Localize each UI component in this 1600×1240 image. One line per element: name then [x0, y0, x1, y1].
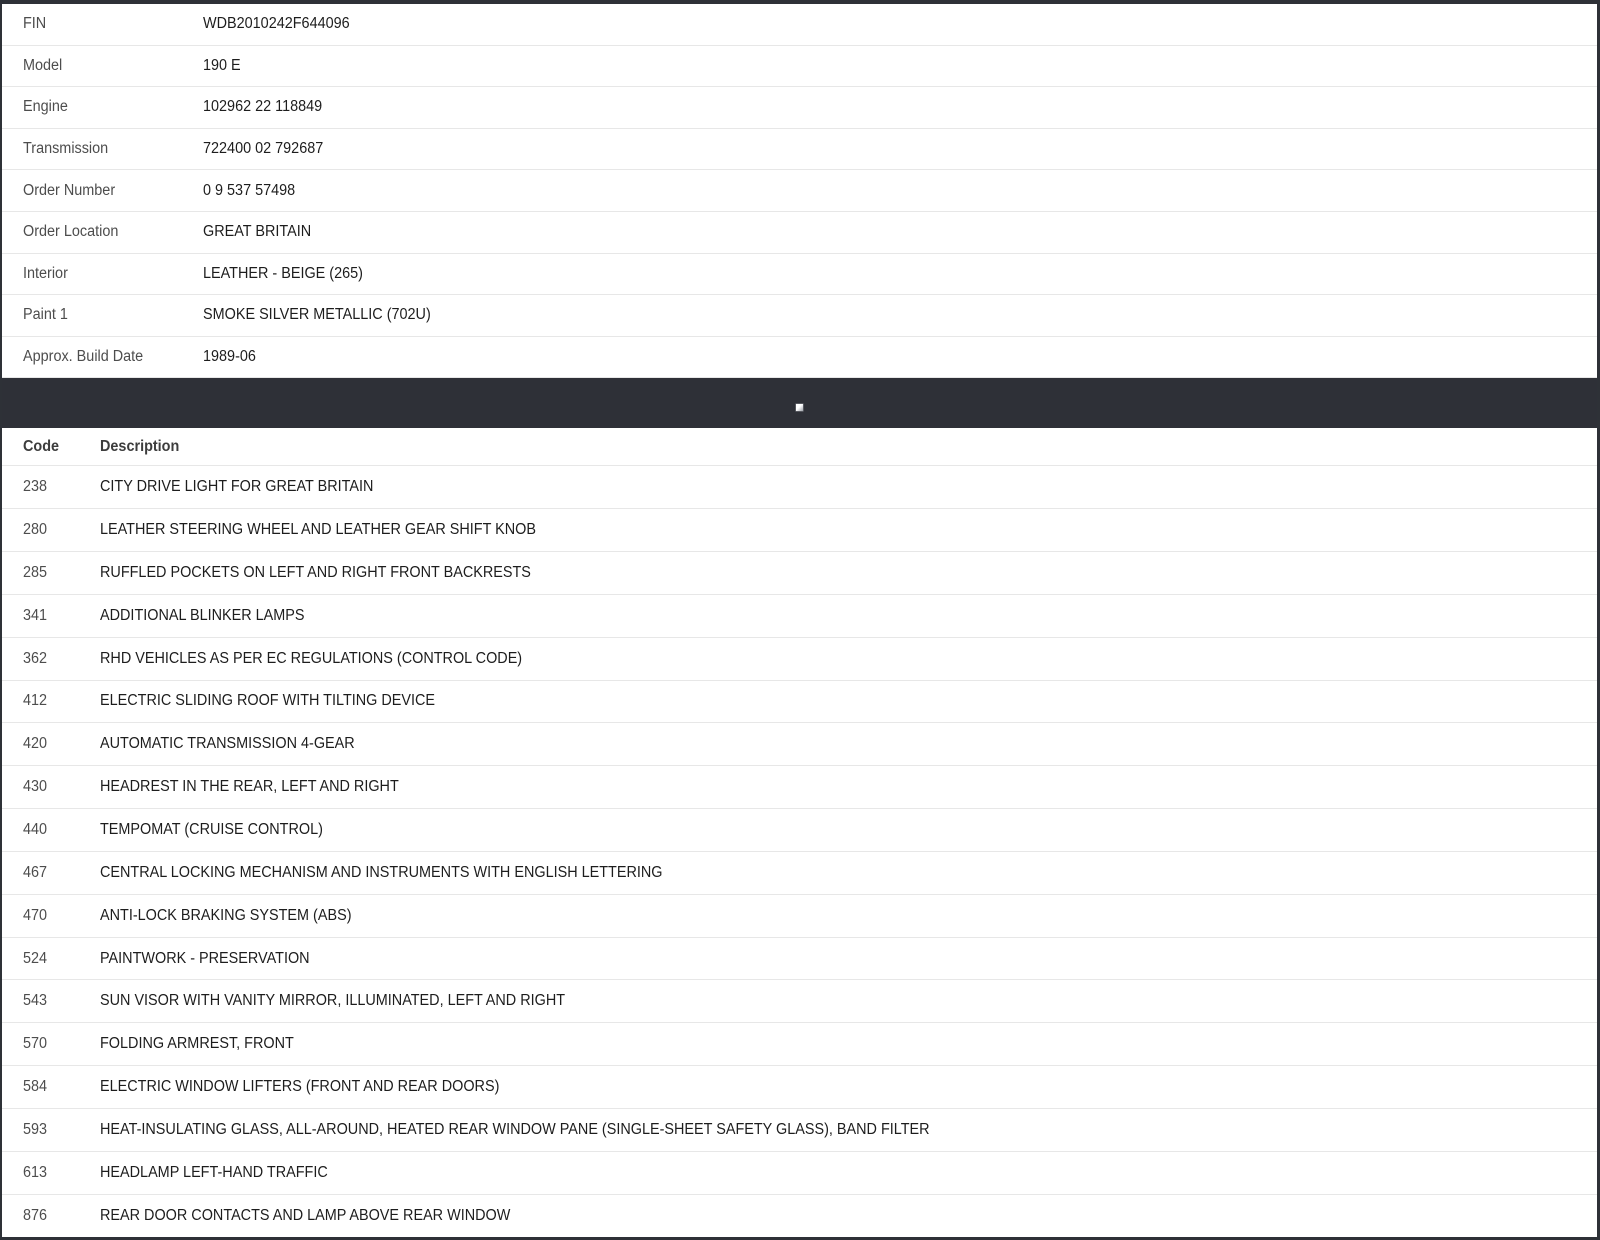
equipment-code [2, 1078, 100, 1096]
spec-value-text: 1989-06 [203, 348, 256, 366]
equipment-description [100, 992, 1597, 1010]
equipment-description [100, 1121, 1597, 1139]
equipment-row [2, 681, 1597, 724]
equipment-row [2, 980, 1597, 1023]
spec-label [2, 223, 203, 241]
equipment-row [2, 466, 1597, 509]
equipment-description-text: AUTOMATIC TRANSMISSION 4-GEAR [100, 735, 355, 753]
spec-value [203, 348, 260, 366]
spec-value-text: SMOKE SILVER METALLIC (702U) [203, 306, 431, 324]
equipment-code [2, 692, 100, 710]
spec-label-text: Interior [23, 264, 68, 282]
spec-value-text: 0 9 537 57498 [203, 181, 296, 199]
equipment-row [2, 595, 1597, 638]
spec-label [2, 265, 203, 283]
equipment-code [2, 650, 100, 668]
equipment-description-text: LEATHER STEERING WHEEL AND LEATHER GEAR SHIFT KNOB [100, 521, 537, 539]
spec-row [2, 4, 1597, 46]
equipment-code [2, 478, 100, 496]
equipment-description [100, 1078, 1597, 1096]
equipment-code-text: 543 [23, 992, 48, 1010]
equipment-description [100, 821, 1597, 839]
equipment-code-text: 467 [23, 863, 48, 881]
equipment-code-text: 613 [23, 1163, 48, 1181]
spec-row [2, 254, 1597, 296]
equipment-row [2, 509, 1597, 552]
equipment-description [100, 521, 1597, 539]
equipment-code-text: 593 [23, 1120, 48, 1138]
equipment-code-text: 430 [23, 778, 48, 796]
equipment-code-text: 285 [23, 563, 48, 581]
equipment-description [100, 650, 1597, 668]
equipment-code-text: 341 [23, 606, 48, 624]
spec-value-text: 722400 02 792687 [203, 140, 324, 158]
spec-value [203, 265, 375, 283]
equipment-code [2, 607, 100, 625]
equipment-description-text: RHD VEHICLES AS PER EC REGULATIONS (CONTROL CODE) [100, 649, 523, 667]
equipment-description [100, 692, 1597, 710]
equipment-row [2, 552, 1597, 595]
equipment-description-text: ADDITIONAL BLINKER LAMPS [100, 606, 305, 624]
equipment-description [100, 1035, 1597, 1053]
equipment-code-text: 362 [23, 649, 48, 667]
spec-label [2, 182, 203, 200]
spec-label [2, 15, 203, 33]
equipment-code [2, 778, 100, 796]
equipment-description-text: PAINTWORK - PRESERVATION [100, 949, 310, 967]
vehicle-info-table [2, 4, 1597, 378]
equipment-description-text: ELECTRIC WINDOW LIFTERS (FRONT AND REAR DOORS) [100, 1078, 500, 1096]
equipment-row [2, 809, 1597, 852]
equipment-description [100, 478, 1597, 496]
spec-row [2, 129, 1597, 171]
spec-value [203, 140, 332, 158]
spec-row [2, 295, 1597, 337]
equipment-code [2, 907, 100, 925]
spec-label [2, 348, 203, 366]
spec-label-text: Transmission [23, 140, 109, 158]
description-column-header [100, 438, 1597, 456]
equipment-description [100, 735, 1597, 753]
spec-label-text: Order Number [23, 181, 116, 199]
equipment-table-header [2, 428, 1597, 466]
equipment-description-text: HEADREST IN THE REAR, LEFT AND RIGHT [100, 778, 399, 796]
equipment-code-text: 440 [23, 821, 48, 839]
equipment-table [2, 428, 1597, 1237]
equipment-code-text: 584 [23, 1078, 48, 1096]
equipment-code [2, 1035, 100, 1053]
equipment-row [2, 1109, 1597, 1152]
equipment-description [100, 950, 1597, 968]
equipment-code [2, 864, 100, 882]
equipment-rows [2, 466, 1597, 1237]
equipment-row [2, 1195, 1597, 1238]
equipment-description-text: ANTI-LOCK BRAKING SYSTEM (ABS) [100, 906, 352, 924]
equipment-description [100, 907, 1597, 925]
spec-row [2, 87, 1597, 129]
equipment-code-text: 420 [23, 735, 48, 753]
equipment-code [2, 521, 100, 539]
equipment-description [100, 1207, 1597, 1225]
equipment-row [2, 1152, 1597, 1195]
description-column-header-text: Description [100, 437, 180, 455]
equipment-row [2, 938, 1597, 981]
spec-label-text: Engine [23, 98, 68, 116]
equipment-description-text: HEAT-INSULATING GLASS, ALL-AROUND, HEATED REAR WINDOW PANE (SINGLE-SHEET SAFETY GLASS), BAND FILTER [100, 1120, 930, 1138]
equipment-description-text: FOLDING ARMREST, FRONT [100, 1035, 294, 1053]
equipment-code [2, 564, 100, 582]
spec-label-text: Approx. Build Date [23, 348, 144, 366]
equipment-code-text: 876 [23, 1206, 48, 1224]
spec-value [203, 57, 244, 75]
equipment-description [100, 607, 1597, 625]
spec-value-text: LEATHER - BEIGE (265) [203, 264, 363, 282]
image-placeholder-icon [796, 404, 803, 411]
code-column-header-text: Code [23, 437, 60, 455]
equipment-description [100, 1164, 1597, 1182]
equipment-code [2, 1164, 100, 1182]
spec-value [203, 98, 331, 116]
spec-value [203, 182, 302, 200]
spec-label-text: Model [23, 56, 63, 74]
equipment-description-text: ELECTRIC SLIDING ROOF WITH TILTING DEVICE [100, 692, 436, 710]
equipment-description [100, 564, 1597, 582]
equipment-code [2, 1207, 100, 1225]
equipment-code-text: 570 [23, 1035, 48, 1053]
spec-row [2, 46, 1597, 88]
spec-value [203, 15, 361, 33]
equipment-code-text: 412 [23, 692, 48, 710]
spec-label [2, 57, 203, 75]
equipment-description-text: CITY DRIVE LIGHT FOR GREAT BRITAIN [100, 478, 374, 496]
spec-label [2, 306, 203, 324]
equipment-row [2, 1066, 1597, 1109]
equipment-row [2, 638, 1597, 681]
equipment-code [2, 1121, 100, 1139]
equipment-row [2, 723, 1597, 766]
equipment-row [2, 895, 1597, 938]
equipment-code [2, 735, 100, 753]
equipment-description-text: RUFFLED POCKETS ON LEFT AND RIGHT FRONT BACKRESTS [100, 563, 531, 581]
equipment-code [2, 992, 100, 1010]
spec-label [2, 98, 203, 116]
spec-row [2, 170, 1597, 212]
spec-value [203, 223, 319, 241]
equipment-description [100, 778, 1597, 796]
spec-value-text: 190 E [203, 56, 241, 74]
spec-value-text: WDB2010242F644096 [203, 15, 350, 33]
spec-label [2, 140, 203, 158]
equipment-code [2, 821, 100, 839]
equipment-row [2, 852, 1597, 895]
equipment-description-text: CENTRAL LOCKING MECHANISM AND INSTRUMENTS WITH ENGLISH LETTERING [100, 863, 663, 881]
equipment-code [2, 950, 100, 968]
spec-label-text: Paint 1 [23, 306, 68, 324]
equipment-code-text: 470 [23, 906, 48, 924]
spec-value-text: GREAT BRITAIN [203, 223, 312, 241]
equipment-code-text: 524 [23, 949, 48, 967]
spec-value [203, 306, 448, 324]
equipment-row [2, 766, 1597, 809]
equipment-description [100, 864, 1597, 882]
section-divider-bar [2, 378, 1597, 428]
equipment-code-text: 238 [23, 478, 48, 496]
equipment-row [2, 1023, 1597, 1066]
spec-label-text: Order Location [23, 223, 119, 241]
spec-row [2, 337, 1597, 379]
code-column-header [2, 438, 100, 456]
equipment-code-text: 280 [23, 521, 48, 539]
spec-row [2, 212, 1597, 254]
equipment-description-text: HEADLAMP LEFT-HAND TRAFFIC [100, 1163, 328, 1181]
equipment-description-text: REAR DOOR CONTACTS AND LAMP ABOVE REAR WINDOW [100, 1206, 511, 1224]
equipment-description-text: TEMPOMAT (CRUISE CONTROL) [100, 821, 323, 839]
spec-value-text: 102962 22 118849 [203, 98, 323, 116]
equipment-description-text: SUN VISOR WITH VANITY MIRROR, ILLUMINATED, LEFT AND RIGHT [100, 992, 566, 1010]
spec-label-text: FIN [23, 15, 47, 33]
